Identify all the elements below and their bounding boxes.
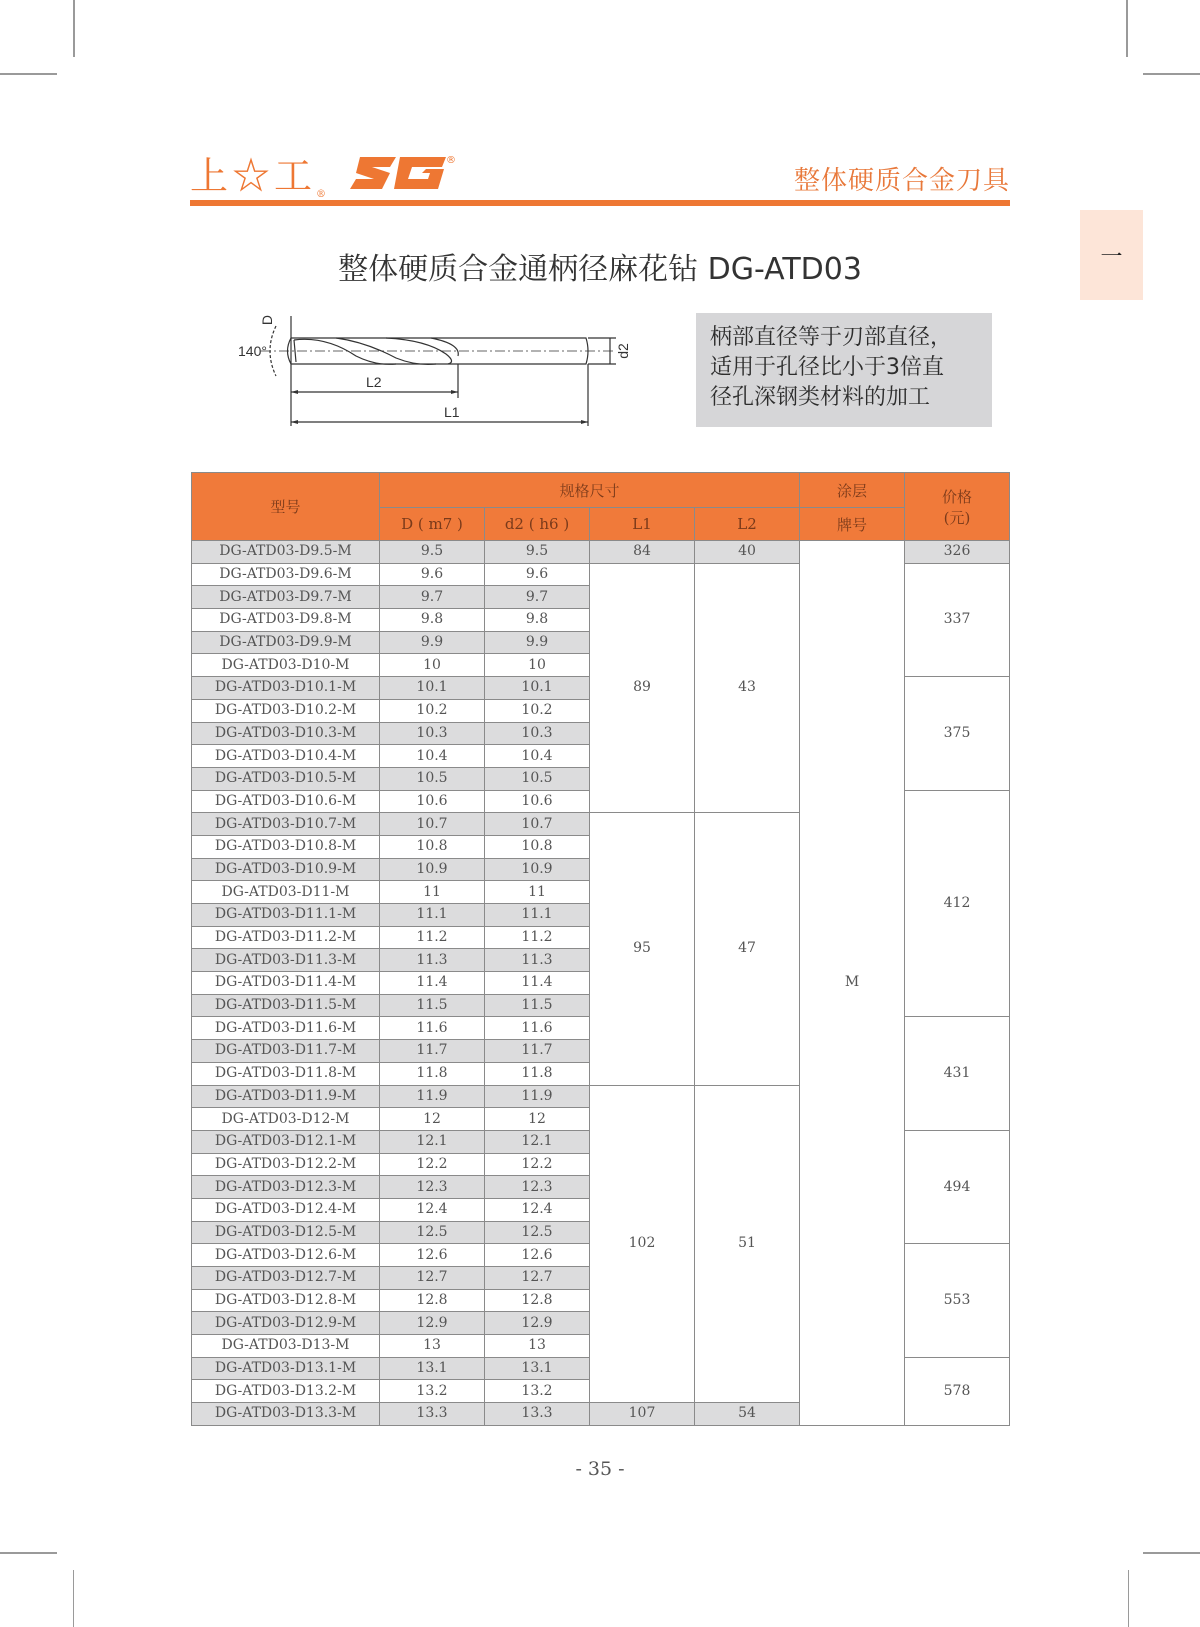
cell-d2: 12.7 [485, 1267, 590, 1290]
cell-D: 12.8 [380, 1289, 485, 1312]
description-line: 适用于孔径比小于3倍直 [710, 355, 944, 380]
cell-D: 9.5 [380, 541, 485, 564]
cell-model: DG-ATD03-D13-M [192, 1335, 380, 1358]
cell-D: 9.7 [380, 586, 485, 609]
cell-d2: 11.6 [485, 1017, 590, 1040]
cell-D: 13 [380, 1335, 485, 1358]
cell-d2: 10.3 [485, 722, 590, 745]
product-description [696, 313, 992, 427]
cell-D: 10.2 [380, 699, 485, 722]
cell-price: 431 [905, 1017, 1010, 1130]
cell-d2: 12.8 [485, 1289, 590, 1312]
cell-model: DG-ATD03-D11.5-M [192, 994, 380, 1017]
cell-model: DG-ATD03-D13.1-M [192, 1357, 380, 1380]
cell-d2: 11.1 [485, 904, 590, 927]
header-D: D ( m7 ) [380, 508, 485, 541]
cell-model: DG-ATD03-D11-M [192, 881, 380, 904]
cell-model: DG-ATD03-D12-M [192, 1108, 380, 1131]
header-L1: L1 [590, 508, 695, 541]
cell-D: 13.2 [380, 1380, 485, 1403]
cell-d2: 9.8 [485, 609, 590, 632]
cell-D: 11.1 [380, 904, 485, 927]
crop-mark [1143, 1552, 1200, 1554]
cell-model: DG-ATD03-D12.9-M [192, 1312, 380, 1335]
cell-model: DG-ATD03-D12.2-M [192, 1153, 380, 1176]
cell-D: 9.9 [380, 631, 485, 654]
cell-price: 494 [905, 1130, 1010, 1243]
cell-L1: 84 [590, 541, 695, 564]
crop-mark [1126, 0, 1128, 57]
cell-model: DG-ATD03-D11.2-M [192, 926, 380, 949]
cell-L1: 107 [590, 1403, 695, 1426]
cell-price: 337 [905, 563, 1010, 676]
cell-model: DG-ATD03-D10.7-M [192, 813, 380, 836]
header-model: 型号 [192, 473, 380, 541]
cell-D: 9.8 [380, 609, 485, 632]
sg-logo-icon [350, 155, 446, 191]
cell-price: 578 [905, 1357, 1010, 1425]
cell-D: 11.4 [380, 972, 485, 995]
description-line: 柄部直径等于刃部直径， [710, 325, 953, 350]
header-d2: d2 ( h6 ) [485, 508, 590, 541]
cell-d2: 10.2 [485, 699, 590, 722]
cell-model: DG-ATD03-D10.4-M [192, 745, 380, 768]
cell-d2: 10.7 [485, 813, 590, 836]
cell-d2: 10.5 [485, 767, 590, 790]
cell-model: DG-ATD03-D10.1-M [192, 677, 380, 700]
cell-model: DG-ATD03-D9.6-M [192, 563, 380, 586]
cell-D: 13.3 [380, 1403, 485, 1426]
cell-d2: 13.2 [485, 1380, 590, 1403]
cell-D: 10.4 [380, 745, 485, 768]
cell-d2: 11.9 [485, 1085, 590, 1108]
section-title: 整体硬质合金刀具 [793, 166, 1010, 196]
svg-text:D: D [259, 314, 275, 326]
cell-model: DG-ATD03-D11.7-M [192, 1040, 380, 1063]
cell-price: 326 [905, 541, 1010, 564]
cell-d2: 11.5 [485, 994, 590, 1017]
cell-d2: 11.3 [485, 949, 590, 972]
cell-D: 12.9 [380, 1312, 485, 1335]
svg-text:140°: 140° [238, 343, 267, 359]
cell-D: 11.3 [380, 949, 485, 972]
cell-model: DG-ATD03-D9.5-M [192, 541, 380, 564]
cell-coating: M [800, 541, 905, 1426]
cell-d2: 10.9 [485, 858, 590, 881]
cell-model: DG-ATD03-D12.3-M [192, 1176, 380, 1199]
cell-d2: 12.2 [485, 1153, 590, 1176]
cell-D: 10 [380, 654, 485, 677]
cell-D: 10.1 [380, 677, 485, 700]
cell-model: DG-ATD03-D10.5-M [192, 767, 380, 790]
crop-mark [0, 1552, 57, 1554]
header-spec-group: 规格尺寸 [380, 473, 800, 508]
description-line: 径孔深钢类材料的加工 [710, 385, 931, 410]
svg-text:d2: d2 [615, 343, 631, 359]
cell-D: 10.7 [380, 813, 485, 836]
cell-model: DG-ATD03-D11.6-M [192, 1017, 380, 1040]
cell-d2: 13 [485, 1335, 590, 1358]
cell-d2: 13.3 [485, 1403, 590, 1426]
cell-d2: 10.8 [485, 835, 590, 858]
cell-d2: 12.6 [485, 1244, 590, 1267]
cell-D: 10.3 [380, 722, 485, 745]
page-number: - 35 - [575, 1458, 625, 1480]
cell-model: DG-ATD03-D9.9-M [192, 631, 380, 654]
cell-L1: 102 [590, 1085, 695, 1403]
cell-L1: 89 [590, 563, 695, 813]
cell-model: DG-ATD03-D11.4-M [192, 972, 380, 995]
cell-L2: 54 [695, 1403, 800, 1426]
cell-D: 10.8 [380, 835, 485, 858]
cell-d2: 9.6 [485, 563, 590, 586]
cell-D: 11.9 [380, 1085, 485, 1108]
cell-model: DG-ATD03-D12.6-M [192, 1244, 380, 1267]
cell-model: DG-ATD03-D10.3-M [192, 722, 380, 745]
crop-mark [73, 1570, 74, 1627]
crop-mark [73, 0, 75, 57]
cell-d2: 9.5 [485, 541, 590, 564]
cell-model: DG-ATD03-D11.9-M [192, 1085, 380, 1108]
cell-d2: 10 [485, 654, 590, 677]
header-divider [190, 200, 1010, 206]
cell-D: 10.5 [380, 767, 485, 790]
cell-d2: 12 [485, 1108, 590, 1131]
cell-D: 12.2 [380, 1153, 485, 1176]
logo-sg: ® [350, 155, 456, 191]
header-coating: 涂层 [800, 473, 905, 508]
cell-L1: 95 [590, 813, 695, 1085]
cell-D: 12.3 [380, 1176, 485, 1199]
cell-D: 12.6 [380, 1244, 485, 1267]
cell-D: 12.4 [380, 1198, 485, 1221]
cell-d2: 12.3 [485, 1176, 590, 1199]
cell-d2: 10.1 [485, 677, 590, 700]
cell-d2: 11 [485, 881, 590, 904]
cell-model: DG-ATD03-D9.7-M [192, 586, 380, 609]
cell-D: 11.6 [380, 1017, 485, 1040]
product-title: 整体硬质合金通柄径麻花钻 DG-ATD03 [338, 252, 862, 287]
drill-diagram [236, 306, 656, 436]
header-grade: 牌号 [800, 508, 905, 541]
cell-d2: 11.7 [485, 1040, 590, 1063]
cell-model: DG-ATD03-D13.2-M [192, 1380, 380, 1403]
cell-D: 11.2 [380, 926, 485, 949]
cell-d2: 10.4 [485, 745, 590, 768]
cell-D: 12.7 [380, 1267, 485, 1290]
cell-model: DG-ATD03-D10.6-M [192, 790, 380, 813]
cell-price: 412 [905, 790, 1010, 1017]
cell-model: DG-ATD03-D10-M [192, 654, 380, 677]
logo-chinese: 上☆工® [190, 154, 331, 200]
cell-model: DG-ATD03-D11.8-M [192, 1062, 380, 1085]
cell-L2: 40 [695, 541, 800, 564]
crop-mark [0, 73, 57, 75]
cell-D: 11.8 [380, 1062, 485, 1085]
spec-table [191, 472, 1010, 1426]
cell-d2: 10.6 [485, 790, 590, 813]
chapter-tab: 一 [1080, 210, 1143, 300]
cell-L2: 47 [695, 813, 800, 1085]
cell-d2: 11.4 [485, 972, 590, 995]
cell-model: DG-ATD03-D10.9-M [192, 858, 380, 881]
cell-model: DG-ATD03-D11.1-M [192, 904, 380, 927]
cell-D: 12.1 [380, 1130, 485, 1153]
cell-d2: 12.5 [485, 1221, 590, 1244]
cell-d2: 9.9 [485, 631, 590, 654]
cell-D: 13.1 [380, 1357, 485, 1380]
svg-text:L2: L2 [366, 374, 382, 390]
cell-d2: 12.4 [485, 1198, 590, 1221]
cell-model: DG-ATD03-D12.7-M [192, 1267, 380, 1290]
cell-model: DG-ATD03-D12.1-M [192, 1130, 380, 1153]
cell-D: 9.6 [380, 563, 485, 586]
cell-d2: 11.2 [485, 926, 590, 949]
cell-model: DG-ATD03-D10.2-M [192, 699, 380, 722]
cell-model: DG-ATD03-D10.8-M [192, 835, 380, 858]
cell-d2: 13.1 [485, 1357, 590, 1380]
cell-d2: 11.8 [485, 1062, 590, 1085]
crop-mark [1128, 1570, 1129, 1627]
cell-model: DG-ATD03-D9.8-M [192, 609, 380, 632]
cell-model: DG-ATD03-D12.4-M [192, 1198, 380, 1221]
cell-D: 10.6 [380, 790, 485, 813]
cell-L2: 51 [695, 1085, 800, 1403]
header-price: 价格 (元) [905, 473, 1010, 541]
table-row [192, 541, 1010, 564]
cell-model: DG-ATD03-D13.3-M [192, 1403, 380, 1426]
brand-logo [190, 150, 457, 200]
cell-model: DG-ATD03-D12.5-M [192, 1221, 380, 1244]
cell-D: 11 [380, 881, 485, 904]
cell-model: DG-ATD03-D11.3-M [192, 949, 380, 972]
cell-d2: 9.7 [485, 586, 590, 609]
cell-L2: 43 [695, 563, 800, 813]
cell-d2: 12.1 [485, 1130, 590, 1153]
cell-D: 11.7 [380, 1040, 485, 1063]
cell-d2: 12.9 [485, 1312, 590, 1335]
cell-price: 553 [905, 1244, 1010, 1357]
cell-D: 11.5 [380, 994, 485, 1017]
header-L2: L2 [695, 508, 800, 541]
crop-mark [1143, 73, 1200, 75]
cell-D: 12 [380, 1108, 485, 1131]
svg-text:L1: L1 [444, 404, 460, 420]
cell-D: 12.5 [380, 1221, 485, 1244]
cell-price: 375 [905, 677, 1010, 790]
cell-model: DG-ATD03-D12.8-M [192, 1289, 380, 1312]
cell-D: 10.9 [380, 858, 485, 881]
